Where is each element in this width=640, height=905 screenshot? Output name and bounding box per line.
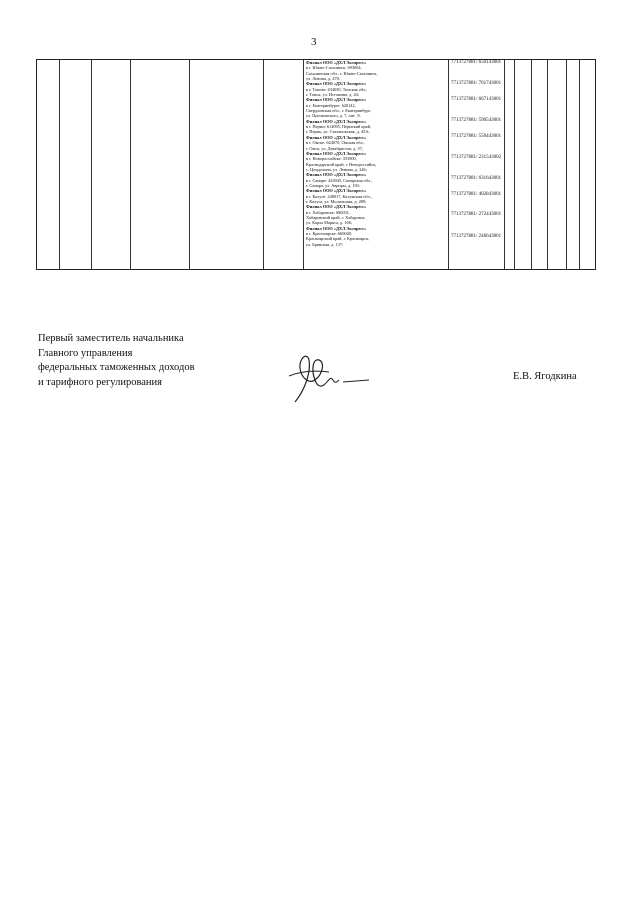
branch-address-line: Красноярский край, г. Красноярск, (306, 236, 370, 242)
branch-title: Филиал ООО «ДХЛ Экспресс» (306, 225, 367, 231)
branch-address-line: в г. Екатеринбурге: 620142, (306, 102, 356, 108)
branch-address-line: г. Самара, ул. Авроры, д. 150; (306, 182, 360, 188)
branch-address-line: в г. Красноярске: 660048, (306, 231, 352, 236)
branch-address-line: в г. Перми: 614095, Пермский край, (306, 124, 371, 130)
branch-entry (306, 226, 446, 247)
column-divider (448, 60, 449, 269)
branch-address-line: г. Омск, ул. Декабристов, д. 37; (306, 145, 363, 151)
branch-address-line: в г. Хабаровске: 680031, (306, 209, 350, 215)
branch-entry (306, 60, 446, 81)
branch-address-line: ул. Брянская, д. 137; (306, 241, 344, 247)
branch-title: Филиал ООО «ДХЛ Экспресс» (306, 97, 367, 103)
branch-title: Филиал ООО «ДХЛ Экспресс» (306, 188, 367, 194)
inn-kpp-code: 7713727881/ 402843001 (451, 192, 502, 197)
column-divider (547, 60, 548, 269)
inn-kpp-code: 7713727881/ 590543001 (451, 118, 502, 123)
branch-entry (306, 172, 446, 188)
inn-kpp-code: 7713727881/ 631643001 (451, 176, 502, 181)
branch-address-line: ул. Циолковского, д. 7, лит. Э; (306, 113, 361, 119)
column-divider (189, 60, 190, 269)
position-line: Главного управления (38, 347, 133, 359)
branch-address-line: в г. Самаре: 443045, Самарская обл., (306, 177, 373, 183)
branch-title: Филиал ООО «ДХЛ Экспресс» (306, 118, 367, 124)
position-line: федеральных таможенных доходов (38, 362, 195, 373)
branch-entry (306, 135, 446, 151)
inn-kpp-code: 7713727881/ 650143001 (451, 60, 502, 65)
column-divider (504, 60, 505, 269)
branch-entry (306, 204, 446, 225)
branch-entry (306, 188, 446, 204)
branch-address-line: ул. Карла Маркса, д. 166; (306, 220, 353, 226)
branch-entry (306, 97, 446, 118)
branch-address-line: в г. Омске: 644070, Омская обл., (306, 140, 365, 146)
branch-address-line: г. Томск, ул. Истомина, д. 44; (306, 92, 360, 98)
branch-title: Филиал ООО «ДХЛ Экспресс» (306, 172, 367, 178)
branch-address-line: Краснодарский край, г. Новороссийск, (306, 161, 377, 167)
branch-address-line: в г. Новороссийске: 353900, (306, 156, 357, 162)
inn-kpp-code: 7713727881/ 701743001 (451, 81, 502, 86)
column-divider (579, 60, 580, 269)
position-line: Первый заместитель начальника (38, 333, 184, 344)
branch-address-line: в г. Южно-Сахалинск: 693004, (306, 65, 362, 71)
handwritten-signature (285, 350, 375, 410)
branch-entry (306, 81, 446, 97)
branch-title: Филиал ООО «ДХЛ Экспресс» (306, 134, 367, 140)
column-divider (303, 60, 304, 269)
column-divider (59, 60, 60, 269)
signatory-position (38, 332, 195, 390)
branch-title: Филиал ООО «ДХЛ Экспресс» (306, 204, 367, 210)
inn-kpp-code: 7713727881/ 272443001 (451, 212, 502, 217)
page-number: 3 (311, 36, 317, 48)
branch-address-line: г. Калуга, ул. Московская, д. 289; (306, 198, 367, 204)
branch-address-line: Свердловская обл., г. Екатеринбург, (306, 108, 371, 114)
inn-kpp-code: 7713727881/ 246643001 (451, 234, 502, 239)
column-divider (531, 60, 532, 269)
column-divider (566, 60, 567, 269)
column-divider (514, 60, 515, 269)
branch-address-line: Сахалинская обл., г. Южно-Сахалинск, (306, 70, 378, 76)
branch-address-line: ул. Ленина, д. 470; (306, 76, 340, 82)
branch-address-line: Хабаровский край, г. Хабаровск, (306, 214, 366, 220)
inn-kpp-code: 7713727881/ 667143001 (451, 97, 502, 102)
branch-title: Филиал ООО «ДХЛ Экспресс» (306, 150, 367, 156)
column-divider (130, 60, 131, 269)
position-line: и тарифного регулирования (38, 376, 162, 388)
column-divider (263, 60, 264, 269)
branch-list (306, 60, 446, 247)
branch-entry (306, 119, 446, 135)
branch-address-line: в г. Калуге: 248017, Калужская обл., (306, 193, 372, 199)
inn-kpp-code: 7713727881/ 550443001 (451, 134, 502, 139)
signer-name: Е.В. Ягодкина (513, 371, 577, 382)
registry-table (36, 59, 596, 270)
column-divider (91, 60, 92, 269)
branch-address-line: г. Пермь, ул. Стахановская, д. 45А; (306, 129, 370, 135)
branch-address-line: с. Цемдолина, ул. Ленина, д. 246; (306, 166, 367, 172)
branch-title: Филиал ООО «ДХЛ Экспресс» (306, 60, 367, 65)
branch-address-line: в г. Томске: 634050, Томская обл., (306, 86, 368, 92)
branch-title: Филиал ООО «ДХЛ Экспресс» (306, 81, 367, 87)
branch-entry (306, 151, 446, 172)
inn-kpp-code: 7713727881/ 231543002 (451, 155, 502, 160)
